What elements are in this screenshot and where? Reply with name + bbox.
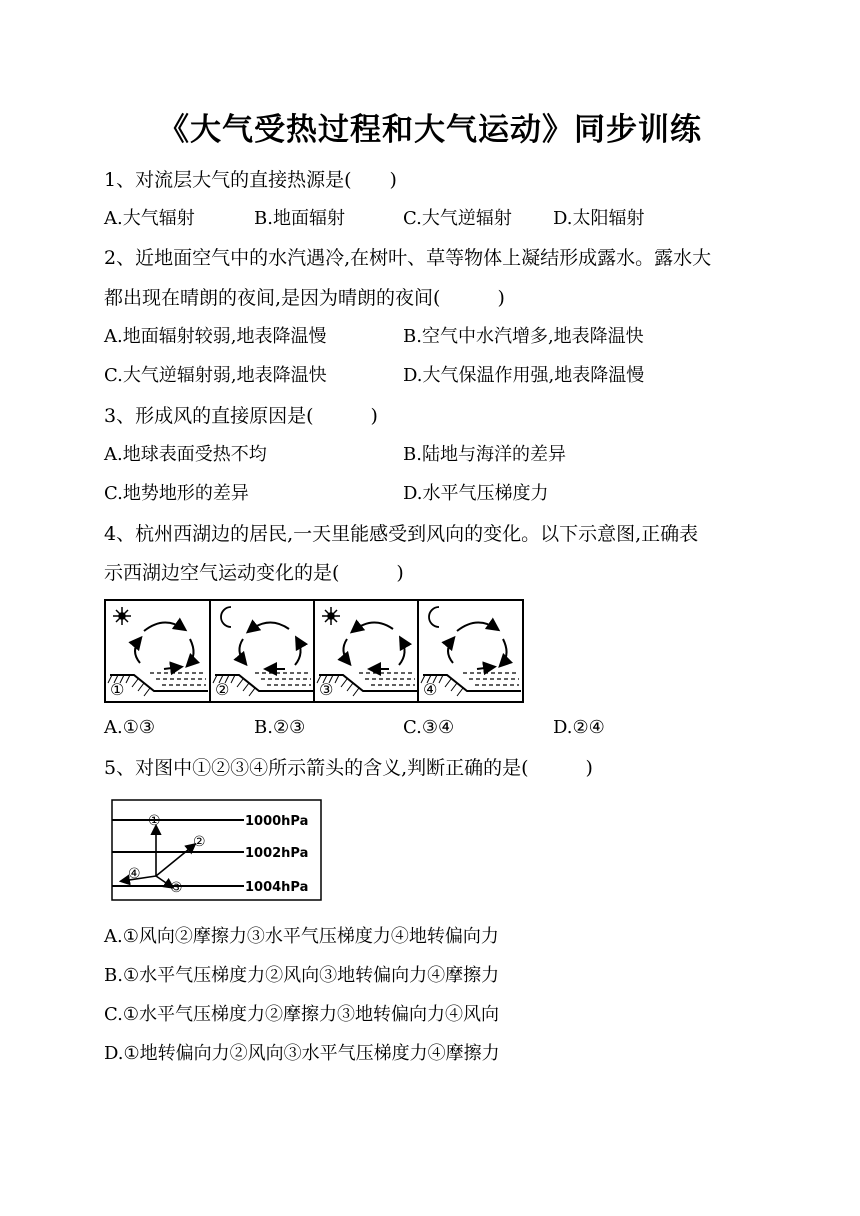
page-title: 《大气受热过程和大气运动》同步训练 [158, 112, 702, 148]
q5-option-d: D.①地转偏向力②风向③水平气压梯度力④摩擦力 [104, 1043, 500, 1064]
q1-option-d: D.太阳辐射 [553, 208, 645, 229]
panel-4-label: ④ [423, 680, 438, 699]
arrow-3-label: ③ [170, 880, 183, 896]
q4-option-c: C.③④ [403, 717, 455, 738]
panel-1-label: ① [110, 680, 125, 699]
arrow-4-label: ④ [128, 866, 141, 882]
q2-option-a: A.地面辐射较弱,地表降温慢 [104, 326, 327, 347]
question-2-stem-line1: 2、近地面空气中的水汽遇冷,在树叶、草等物体上凝结形成露水。露水大 [104, 247, 712, 269]
q3-option-d: D.水平气压梯度力 [403, 483, 549, 504]
isobar-1004-label: 1004hPa [245, 880, 309, 895]
lake-breeze-diagram [104, 599, 524, 703]
question-2-stem-line2: 都出现在晴朗的夜间,是因为晴朗的夜间( ) [104, 287, 505, 309]
isobar-diagram [104, 797, 324, 903]
q3-option-b: B.陆地与海洋的差异 [403, 444, 566, 465]
q4-option-a: A.①③ [104, 717, 155, 738]
q1-option-c: C.大气逆辐射 [403, 208, 512, 229]
panel-3-label: ③ [319, 680, 334, 699]
q2-option-c: C.大气逆辐射弱,地表降温快 [104, 365, 327, 386]
panel-2-label: ② [215, 680, 230, 699]
question-1-stem: 1、对流层大气的直接热源是( ) [104, 169, 397, 191]
q5-option-a: A.①风向②摩擦力③水平气压梯度力④地转偏向力 [104, 926, 499, 947]
isobar-1002-label: 1002hPa [245, 846, 309, 861]
question-3-stem: 3、形成风的直接原因是( ) [104, 405, 378, 427]
q4-option-b: B.②③ [254, 717, 306, 738]
question-4-stem-line2: 示西湖边空气运动变化的是( ) [104, 562, 404, 584]
isobar-1000-label: 1000hPa [245, 814, 309, 829]
q1-option-a: A.大气辐射 [104, 208, 195, 229]
q3-option-a: A.地球表面受热不均 [104, 444, 267, 465]
q5-option-c: C.①水平气压梯度力②摩擦力③地转偏向力④风向 [104, 1004, 499, 1025]
question-5-stem: 5、对图中①②③④所示箭头的含义,判断正确的是( ) [104, 757, 593, 779]
arrow-2-label: ② [193, 834, 206, 850]
q2-option-d: D.大气保温作用强,地表降温慢 [403, 365, 645, 386]
q4-option-d: D.②④ [553, 717, 605, 738]
q2-option-b: B.空气中水汽增多,地表降温快 [403, 326, 644, 347]
question-4-stem-line1: 4、杭州西湖边的居民,一天里能感受到风向的变化。以下示意图,正确表 [104, 523, 699, 545]
q1-option-b: B.地面辐射 [254, 208, 345, 229]
q5-option-b: B.①水平气压梯度力②风向③地转偏向力④摩擦力 [104, 965, 500, 986]
q3-option-c: C.地势地形的差异 [104, 483, 249, 504]
arrow-1-label: ① [148, 813, 161, 829]
